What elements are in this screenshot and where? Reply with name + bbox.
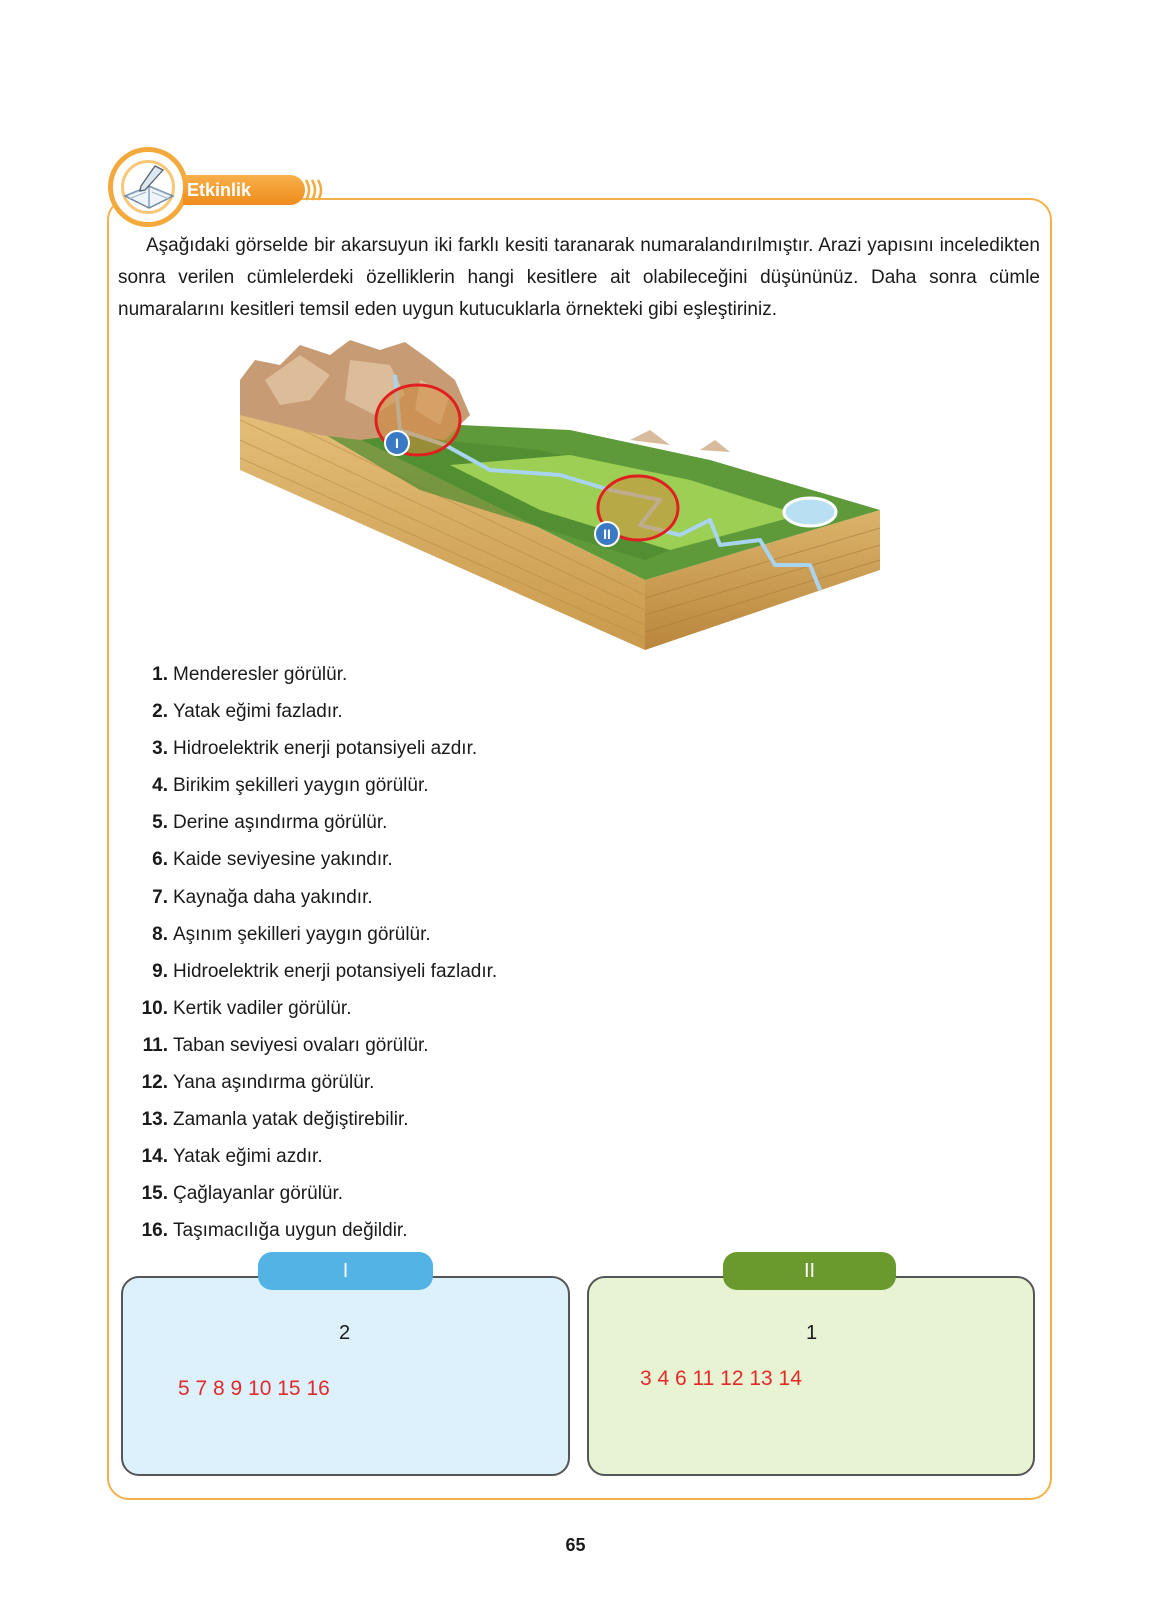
answer-box-section-i — [121, 1276, 570, 1476]
section-ii-marker-label: II — [603, 526, 611, 542]
list-item: 4. Birikim şekilleri yaygın görülür. — [152, 775, 429, 797]
statement-list — [130, 663, 497, 1257]
list-item: 11. Taban seviyesi ovaları görülür. — [142, 1034, 429, 1056]
section-i-marker-label: I — [395, 435, 399, 451]
list-item: 8. Aşınım şekilleri yaygın görülür. — [152, 923, 431, 945]
list-item: 13. Zamanla yatak değiştirebilir. — [141, 1109, 409, 1131]
river-block-diagram — [240, 340, 890, 655]
list-item: 16. Taşımacılığa uygun değildir. — [141, 1220, 408, 1242]
section-ii-answer: 3 4 6 11 12 13 14 — [640, 1367, 802, 1390]
list-item: 14. Yatak eğimi azdır. — [141, 1146, 323, 1168]
list-item: 12. Yana aşındırma görülür. — [141, 1072, 375, 1094]
list-item: 7. Kaynağa daha yakındır. — [152, 886, 373, 908]
activity-title: Etkinlik — [183, 175, 305, 205]
list-item: 3. Hidroelektrik enerji potansiyeli azdır. — [152, 738, 478, 760]
list-item: 1. Menderesler görülür. — [152, 664, 348, 685]
list-item: 10. Kertik vadiler görülür. — [141, 997, 352, 1019]
list-item: 5. Derine aşındırma görülür. — [152, 812, 388, 834]
instructions-paragraph: Aşağıdaki görselde bir akarsuyun iki farklı kesiti taranarak numaralandırılmıştır. Arazi yapısını inceledikten sonra verilen cümlelerdeki özelliklerin hangi kesitlere ait olabileceğini düşününüz. Daha sonra cümle numaralarını kesitleri temsil eden uygun kutucuklarla örnekteki gibi eşleştiriniz. — [118, 235, 1040, 320]
section-i-example: 2 — [339, 1322, 351, 1344]
book-pen-icon — [119, 162, 179, 217]
list-item: 6. Kaide seviyesine yakındır. — [152, 849, 393, 871]
activity-badge — [108, 147, 188, 227]
wave-decoration-icon — [303, 175, 323, 205]
list-item: 9. Hidroelektrik enerji potansiyeli fazladır. — [152, 960, 498, 982]
section-i-tab: I — [258, 1252, 433, 1290]
section-i-answer: 5 7 8 9 10 15 16 — [178, 1377, 330, 1400]
section-ii-tab: II — [723, 1252, 896, 1290]
list-item: 2. Yatak eğimi fazladır. — [152, 701, 343, 723]
section-ii-example: 1 — [806, 1322, 818, 1344]
page-number: 65 — [565, 1535, 586, 1555]
list-item: 15. Çağlayanlar görülür. — [141, 1183, 344, 1205]
